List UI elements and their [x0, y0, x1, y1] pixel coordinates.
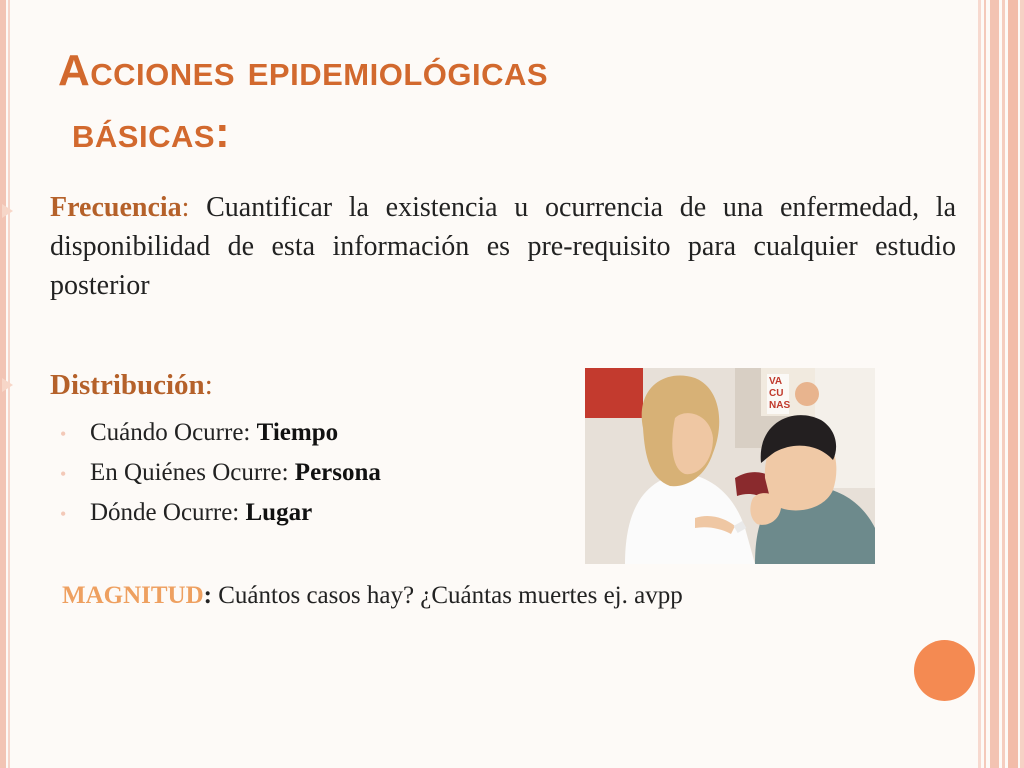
poster-text: VA [769, 376, 783, 387]
sub-bullet-item [60, 498, 312, 529]
slide-title-line1: Acciones epidemiológicas [58, 46, 549, 95]
magnitud-colon: : [203, 582, 212, 609]
right-stripe [1008, 0, 1018, 768]
sub-bullet-bold: Tiempo [256, 419, 339, 446]
distribucion-label: Distribución [50, 369, 205, 401]
right-stripe [1002, 0, 1005, 768]
slide-title-line2: básicas: [72, 108, 231, 157]
decorative-circle [914, 640, 975, 701]
sub-bullet-item [60, 418, 338, 449]
poster-text: CU [769, 388, 784, 399]
vaccination-photo [585, 368, 875, 564]
sub-bullet-text: En Quiénes Ocurre: [90, 459, 295, 486]
slide-title [58, 40, 938, 164]
right-stripe [990, 0, 999, 768]
sub-bullet-bold: Lugar [245, 499, 313, 526]
magnitud-line [62, 580, 683, 612]
distribucion-colon: : [204, 369, 213, 401]
sub-bullet-bold: Persona [294, 459, 381, 486]
sub-bullet-item [60, 458, 381, 489]
frecuencia-paragraph [50, 188, 956, 305]
poster-text: NAS [769, 400, 791, 411]
right-stripe [1020, 0, 1024, 768]
vaccination-photo-illustration [585, 368, 875, 564]
frecuencia-text: Cuantificar la existencia u ocurrencia de una enfermedad, la disponibilidad de esta información es pre-requisito para cualquier estudio posterior [50, 192, 956, 301]
right-stripe [978, 0, 981, 768]
sub-bullet-text: Dónde Ocurre: [90, 499, 246, 526]
right-stripe [984, 0, 986, 768]
sub-bullet-dot-icon: • [60, 424, 67, 445]
bullet-arrow-icon [2, 204, 13, 218]
frecuencia-label: Frecuencia [50, 192, 182, 223]
sub-bullet-dot-icon: • [60, 504, 67, 525]
magnitud-label: MAGNITUD [62, 582, 204, 609]
distribucion-heading [50, 366, 213, 404]
magnitud-text: Cuántos casos hay? ¿Cuántas muertes ej. avpp [212, 582, 683, 609]
sub-bullet-text: Cuándo Ocurre: [90, 419, 257, 446]
frecuencia-colon: : [181, 192, 190, 223]
sub-bullet-dot-icon: • [60, 464, 67, 485]
bullet-arrow-icon [2, 378, 13, 392]
